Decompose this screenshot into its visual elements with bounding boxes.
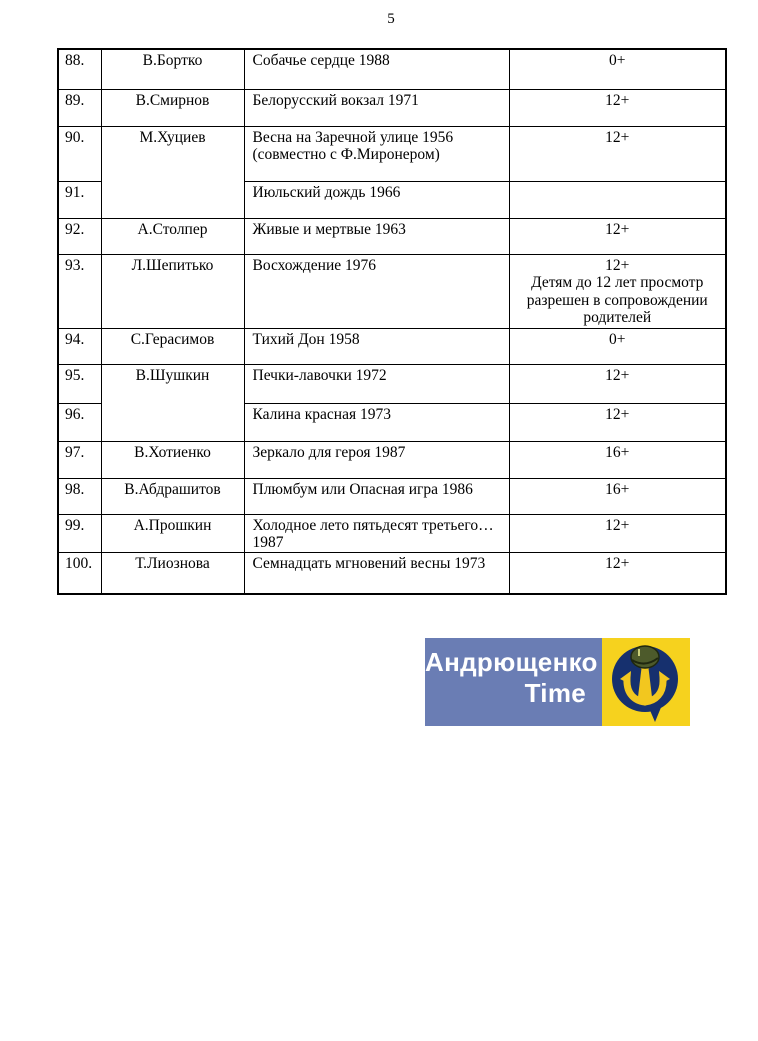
age-rating: 12+ [605,128,630,146]
film-title-cell: Белорусский вокзал 1971 [244,89,509,126]
table-row [58,126,726,181]
row-number-cell: 95. [58,364,101,403]
table-row [58,89,726,126]
table-row [58,49,726,89]
andriushchenko-time-logo [425,638,690,726]
film-title-cell: Июльский дождь 1966 [244,181,509,218]
age-rating-cell [509,181,726,218]
film-title-cell: Зеркало для героя 1987 [244,441,509,478]
age-rating: 12+ [605,405,630,423]
age-rating-cell [509,254,726,328]
film-title-cell: Живые и мертвые 1963 [244,218,509,254]
age-rating-cell [509,403,726,441]
table-row [58,441,726,478]
age-rating: 12+ [605,366,630,384]
row-number-cell: 93. [58,254,101,328]
age-rating: 0+ [609,52,626,69]
table-row [58,552,726,594]
page-number: 5 [387,11,395,27]
director-cell: В.Хотиенко [101,441,244,478]
director-cell: А.Столпер [101,218,244,254]
films-table [57,48,727,595]
logo-subtitle: Time [524,678,586,708]
age-rating: 12+ [605,516,630,534]
table-row [58,514,726,552]
age-rating: 12+ [605,554,630,572]
film-title-cell: Весна на Заречной улице 1956 (совместно с Ф.Миронером) [244,126,509,181]
logo-title: Андрющенко [425,647,598,677]
age-rating-cell [509,49,726,89]
row-number-cell: 92. [58,218,101,254]
row-number-cell: 96. [58,403,101,441]
film-title-cell: Восхождение 1976 [244,254,509,328]
age-rating: 16+ [605,480,630,498]
row-number-cell: 88. [58,49,101,89]
age-rating-cell [509,552,726,594]
film-title-cell: Тихий Дон 1958 [244,328,509,364]
table-row [58,364,726,403]
row-number-cell: 97. [58,441,101,478]
age-rating: 0+ [609,330,626,348]
age-rating: 12+ [605,256,630,274]
film-title-cell: Собачье сердце 1988 [244,49,509,89]
row-number-cell: 98. [58,478,101,514]
row-number-cell: 100. [58,552,101,594]
director-cell: В.Смирнов [101,89,244,126]
director-cell: Т.Лиознова [101,552,244,594]
age-rating-note: Детям до 12 лет просмотр разрешен в сопровождении родителей [526,274,708,326]
helmet-anchor-speech-bubble-icon [602,638,690,726]
logo-tile [602,638,690,726]
age-rating-cell [509,126,726,181]
film-title-cell: Холодное лето пятьдесят третьего…1987 [244,514,509,552]
director-cell: В.Бортко [101,49,244,89]
age-rating-cell [509,89,726,126]
age-rating-cell [509,441,726,478]
age-rating: 16+ [605,443,630,461]
row-number-cell: 89. [58,89,101,126]
row-number-cell: 94. [58,328,101,364]
age-rating: 12+ [605,220,630,238]
film-title-cell: Семнадцать мгновений весны 1973 [244,552,509,594]
director-cell: А.Прошкин [101,514,244,552]
film-title-cell: Калина красная 1973 [244,403,509,441]
age-rating-cell [509,364,726,403]
age-rating-cell [509,478,726,514]
table-row [58,254,726,328]
table-row [58,218,726,254]
age-rating: 12+ [605,91,630,109]
director-cell: Л.Шепитько [101,254,244,328]
film-title-cell: Плюмбум или Опасная игра 1986 [244,478,509,514]
director-cell: В.Шушкин [101,364,244,441]
table-row [58,478,726,514]
director-cell: С.Герасимов [101,328,244,364]
table-row [58,328,726,364]
logo-banner [425,638,602,726]
age-rating-cell [509,218,726,254]
age-rating-cell [509,328,726,364]
age-rating-cell [509,514,726,552]
director-cell: В.Абдрашитов [101,478,244,514]
row-number-cell: 90. [58,126,101,181]
film-title-cell: Печки-лавочки 1972 [244,364,509,403]
row-number-cell: 91. [58,181,101,218]
director-cell: М.Хуциев [101,126,244,218]
row-number-cell: 99. [58,514,101,552]
